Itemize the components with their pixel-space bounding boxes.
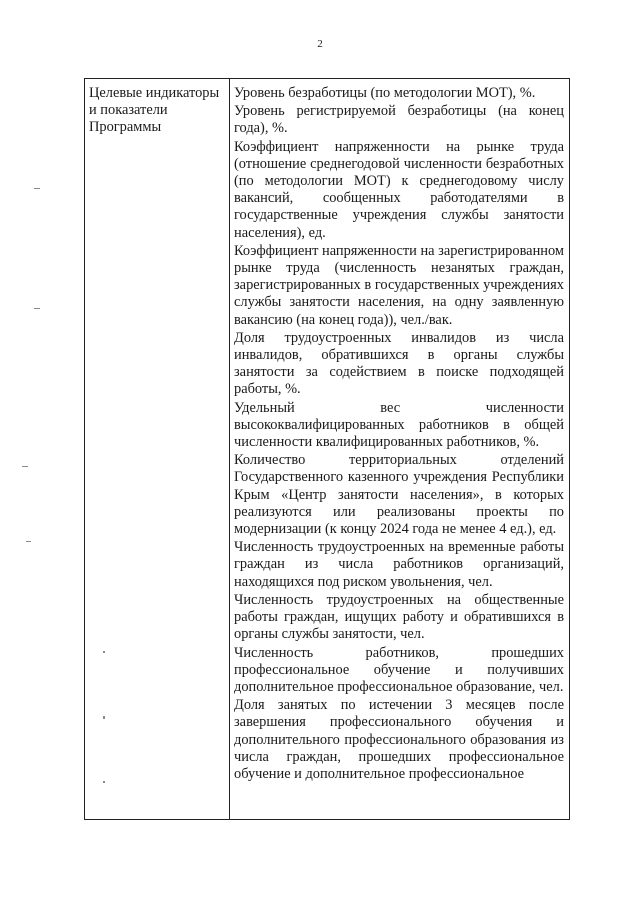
indicator-item: Коэффициент напряженности на рынке труда (отношение среднегодовой численности безработных (по методологии МОТ) к среднегодовому числу вакансий, сообщенных работодателями в государственные учреждения службы занятости населения), ед.	[234, 138, 564, 241]
scan-artifact	[34, 308, 40, 309]
indicator-list	[230, 79, 570, 820]
page-number: 2	[317, 38, 323, 50]
indicator-item: Количество территориальных отделений Государственного казенного учреждения Республики Крым «Центр занятости населения», в которых реализуются или реализованы проекты по модернизации (к концу 2024 года не менее 4 ед.), ед.	[234, 452, 564, 538]
scan-artifact	[34, 188, 40, 189]
scan-artifact	[22, 466, 28, 467]
scan-artifact	[26, 541, 31, 542]
program-passport-table	[84, 78, 570, 820]
row-label: Целевые индикаторы и показатели Программы	[85, 79, 230, 820]
indicator-item: Численность трудоустроенных на общественные работы граждан, ищущих работу и обратившихся в органы службы занятости, чел.	[234, 591, 564, 643]
table-row	[85, 79, 570, 820]
indicator-item: Численность работников, прошедших профессиональное обучение и получивших дополнительное профессиональное образование, чел.	[234, 644, 564, 695]
indicator-item: Уровень регистрируемой безработицы (на конец года), %.	[234, 103, 564, 137]
indicator-item: Доля трудоустроенных инвалидов из числа инвалидов, обратившихся в органы службы занятости за содействием в поиске подходящей работы, %.	[234, 329, 564, 398]
indicator-item: Доля занятых по истечении 3 месяцев после завершения профессионального обучения и дополнительного профессионального образования из числа граждан, прошедших профессиональное обучение и дополнительное профессиональное	[234, 697, 564, 782]
indicator-item: Коэффициент напряженности на зарегистрированном рынке труда (численность незанятых граждан, зарегистрированных в государственных учреждениях службы занятости населения, на одну заявленную вакансию (на конец года)), чел./вак.	[234, 242, 564, 328]
indicator-item: Удельный вес численности высококвалифицированных работников в общей численности квалифицированных работников, %.	[234, 399, 564, 451]
indicator-item: Численность трудоустроенных на временные работы граждан из числа работников организаций, находящихся под риском увольнения, чел.	[234, 539, 564, 590]
indicator-item: Уровень безработицы (по методологии МОТ), %.	[234, 85, 536, 101]
